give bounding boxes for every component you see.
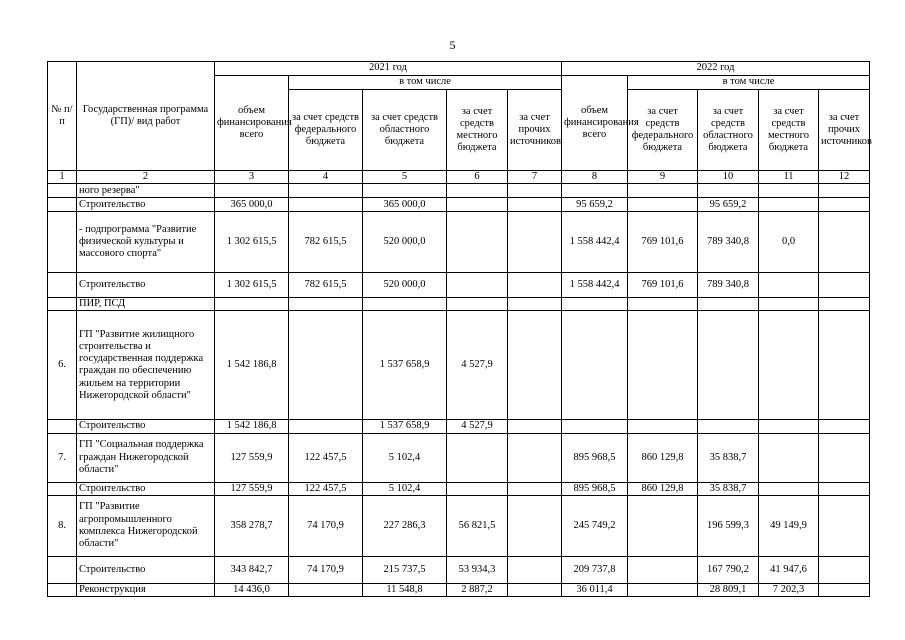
table-row	[48, 212, 870, 273]
row-number-cell	[48, 583, 77, 596]
value-cell: 4 527,9	[447, 420, 508, 433]
header-row-years	[48, 62, 870, 76]
value-cell: 769 101,6	[628, 273, 698, 298]
value-cell	[628, 298, 698, 311]
value-cell	[819, 184, 870, 198]
program-name-cell: Строительство	[77, 198, 215, 212]
value-cell	[819, 495, 870, 556]
value-cell	[759, 420, 819, 433]
value-cell	[508, 273, 562, 298]
value-cell	[819, 583, 870, 596]
value-cell	[508, 212, 562, 273]
value-cell	[447, 273, 508, 298]
value-cell	[819, 420, 870, 433]
value-cell: 74 170,9	[289, 495, 363, 556]
value-cell	[562, 420, 628, 433]
value-cell	[562, 298, 628, 311]
row-number-cell	[48, 184, 77, 198]
value-cell	[289, 298, 363, 311]
value-cell	[289, 184, 363, 198]
header-year-2021: 2021 год	[215, 62, 562, 76]
value-cell	[508, 583, 562, 596]
value-cell: 782 615,5	[289, 273, 363, 298]
value-cell: 1 558 442,4	[562, 273, 628, 298]
table-row	[48, 583, 870, 596]
program-name-cell: Строительство	[77, 556, 215, 583]
value-cell: 122 457,5	[289, 433, 363, 482]
program-name-cell: Строительство	[77, 420, 215, 433]
header-incl-2021: в том числе	[289, 76, 562, 90]
value-cell	[562, 311, 628, 420]
value-cell	[628, 420, 698, 433]
value-cell	[447, 482, 508, 495]
col-number: 9	[628, 171, 698, 184]
header-federal-2021: за счет средств федерального бюджета	[289, 90, 363, 171]
value-cell: 2 887,2	[447, 583, 508, 596]
value-cell: 41 947,6	[759, 556, 819, 583]
value-cell: 215 737,5	[363, 556, 447, 583]
value-cell	[628, 583, 698, 596]
value-cell: 35 838,7	[698, 433, 759, 482]
program-name-cell: ного резерва"	[77, 184, 215, 198]
value-cell: 127 559,9	[215, 482, 289, 495]
col-number: 12	[819, 171, 870, 184]
value-cell	[289, 198, 363, 212]
value-cell: 95 659,2	[562, 198, 628, 212]
value-cell	[447, 184, 508, 198]
value-cell: 28 809,1	[698, 583, 759, 596]
value-cell: 520 000,0	[363, 273, 447, 298]
header-other-2021: за счет прочих источников	[508, 90, 562, 171]
value-cell	[447, 433, 508, 482]
value-cell	[759, 198, 819, 212]
value-cell: 358 278,7	[215, 495, 289, 556]
value-cell: 1 542 186,8	[215, 311, 289, 420]
value-cell: 1 542 186,8	[215, 420, 289, 433]
value-cell	[289, 583, 363, 596]
col-number: 5	[363, 171, 447, 184]
value-cell	[508, 311, 562, 420]
value-cell	[215, 184, 289, 198]
table-row	[48, 273, 870, 298]
value-cell	[508, 433, 562, 482]
table-row	[48, 420, 870, 433]
value-cell	[363, 184, 447, 198]
value-cell	[698, 298, 759, 311]
value-cell	[759, 482, 819, 495]
value-cell	[819, 556, 870, 583]
col-number: 6	[447, 171, 508, 184]
value-cell	[508, 556, 562, 583]
value-cell	[508, 184, 562, 198]
row-number-cell: 6.	[48, 311, 77, 420]
value-cell: 520 000,0	[363, 212, 447, 273]
value-cell	[363, 298, 447, 311]
row-number-cell: 7.	[48, 433, 77, 482]
row-number-cell	[48, 556, 77, 583]
row-number-cell: 8.	[48, 495, 77, 556]
program-name-cell: Строительство	[77, 273, 215, 298]
program-name-cell: Реконструкция	[77, 583, 215, 596]
value-cell: 36 011,4	[562, 583, 628, 596]
program-name-cell: ГП "Развитие агропромышленного комплекса Нижегородской области"	[77, 495, 215, 556]
value-cell	[289, 311, 363, 420]
value-cell: 167 790,2	[698, 556, 759, 583]
header-program: Государственная программа (ГП)/ вид работ	[77, 62, 215, 171]
value-cell	[628, 184, 698, 198]
value-cell: 95 659,2	[698, 198, 759, 212]
column-number-row	[48, 171, 870, 184]
col-number: 3	[215, 171, 289, 184]
value-cell	[508, 298, 562, 311]
value-cell: 0,0	[759, 212, 819, 273]
value-cell: 7 202,3	[759, 583, 819, 596]
header-local-2021: за счет средств местного бюджета	[447, 90, 508, 171]
header-total-2022: объем финансирования всего	[562, 76, 628, 171]
value-cell: 782 615,5	[289, 212, 363, 273]
header-year-2022: 2022 год	[562, 62, 870, 76]
value-cell	[759, 273, 819, 298]
value-cell	[508, 482, 562, 495]
row-number-cell	[48, 198, 77, 212]
header-total-2021: объем финансирования всего	[215, 76, 289, 171]
table-row	[48, 184, 870, 198]
col-number: 2	[77, 171, 215, 184]
value-cell	[819, 482, 870, 495]
value-cell	[759, 184, 819, 198]
value-cell: 789 340,8	[698, 273, 759, 298]
program-name-cell: ПИР, ПСД	[77, 298, 215, 311]
value-cell: 127 559,9	[215, 433, 289, 482]
table-row	[48, 556, 870, 583]
value-cell	[447, 298, 508, 311]
value-cell: 895 968,5	[562, 482, 628, 495]
row-number-cell	[48, 420, 77, 433]
row-number-cell	[48, 212, 77, 273]
value-cell	[215, 298, 289, 311]
table-row	[48, 433, 870, 482]
value-cell: 769 101,6	[628, 212, 698, 273]
value-cell	[508, 198, 562, 212]
col-number: 4	[289, 171, 363, 184]
row-number-cell	[48, 298, 77, 311]
program-name-cell: ГП "Развитие жилищного строительства и государственная поддержка граждан по обеспечению жильем на территории Нижегородской области"	[77, 311, 215, 420]
value-cell	[759, 298, 819, 311]
value-cell: 56 821,5	[447, 495, 508, 556]
value-cell	[508, 420, 562, 433]
value-cell: 343 842,7	[215, 556, 289, 583]
value-cell	[819, 198, 870, 212]
value-cell: 1 537 658,9	[363, 311, 447, 420]
header-num: № п/п	[48, 62, 77, 171]
col-number: 7	[508, 171, 562, 184]
value-cell: 1 302 615,5	[215, 273, 289, 298]
col-number: 8	[562, 171, 628, 184]
col-number: 11	[759, 171, 819, 184]
value-cell: 860 129,8	[628, 482, 698, 495]
value-cell	[819, 273, 870, 298]
value-cell	[819, 298, 870, 311]
value-cell: 122 457,5	[289, 482, 363, 495]
program-name-cell: Строительство	[77, 482, 215, 495]
program-name-cell: - подпрограмма "Развитие физической культуры и массового спорта"	[77, 212, 215, 273]
row-number-cell	[48, 273, 77, 298]
value-cell	[819, 433, 870, 482]
value-cell	[447, 212, 508, 273]
header-regional-2021: за счет средств областного бюджета	[363, 90, 447, 171]
header-regional-2022: за счет средств областного бюджета	[698, 90, 759, 171]
header-incl-2022: в том числе	[628, 76, 870, 90]
table-row	[48, 482, 870, 495]
value-cell: 245 749,2	[562, 495, 628, 556]
value-cell: 53 934,3	[447, 556, 508, 583]
header-local-2022: за счет средств местного бюджета	[759, 90, 819, 171]
table-row	[48, 311, 870, 420]
value-cell	[698, 184, 759, 198]
value-cell: 1 537 658,9	[363, 420, 447, 433]
program-name-cell: ГП "Социальная поддержка граждан Нижегородской области"	[77, 433, 215, 482]
page-number: 5	[449, 38, 456, 52]
value-cell: 5 102,4	[363, 482, 447, 495]
value-cell: 4 527,9	[447, 311, 508, 420]
table-row	[48, 298, 870, 311]
value-cell	[628, 198, 698, 212]
table-body	[48, 184, 870, 597]
header-other-2022: за счет прочих источников	[819, 90, 870, 171]
value-cell: 49 149,9	[759, 495, 819, 556]
row-number-cell	[48, 482, 77, 495]
value-cell: 227 286,3	[363, 495, 447, 556]
value-cell: 789 340,8	[698, 212, 759, 273]
table-row	[48, 495, 870, 556]
value-cell	[698, 311, 759, 420]
col-number: 10	[698, 171, 759, 184]
value-cell: 11 548,8	[363, 583, 447, 596]
value-cell: 860 129,8	[628, 433, 698, 482]
value-cell: 35 838,7	[698, 482, 759, 495]
value-cell	[628, 311, 698, 420]
value-cell	[759, 311, 819, 420]
value-cell: 1 302 615,5	[215, 212, 289, 273]
value-cell: 196 599,3	[698, 495, 759, 556]
value-cell: 365 000,0	[363, 198, 447, 212]
value-cell	[562, 184, 628, 198]
value-cell	[698, 420, 759, 433]
value-cell: 365 000,0	[215, 198, 289, 212]
value-cell	[628, 556, 698, 583]
value-cell	[508, 495, 562, 556]
header-federal-2022: за счет средств федерального бюджета	[628, 90, 698, 171]
value-cell	[447, 198, 508, 212]
table-row	[48, 198, 870, 212]
col-number: 1	[48, 171, 77, 184]
value-cell	[819, 212, 870, 273]
value-cell	[628, 495, 698, 556]
value-cell	[289, 420, 363, 433]
value-cell	[819, 311, 870, 420]
value-cell: 1 558 442,4	[562, 212, 628, 273]
financing-table	[47, 61, 873, 597]
value-cell: 74 170,9	[289, 556, 363, 583]
value-cell: 209 737,8	[562, 556, 628, 583]
value-cell: 14 436,0	[215, 583, 289, 596]
value-cell	[759, 433, 819, 482]
value-cell: 895 968,5	[562, 433, 628, 482]
value-cell: 5 102,4	[363, 433, 447, 482]
